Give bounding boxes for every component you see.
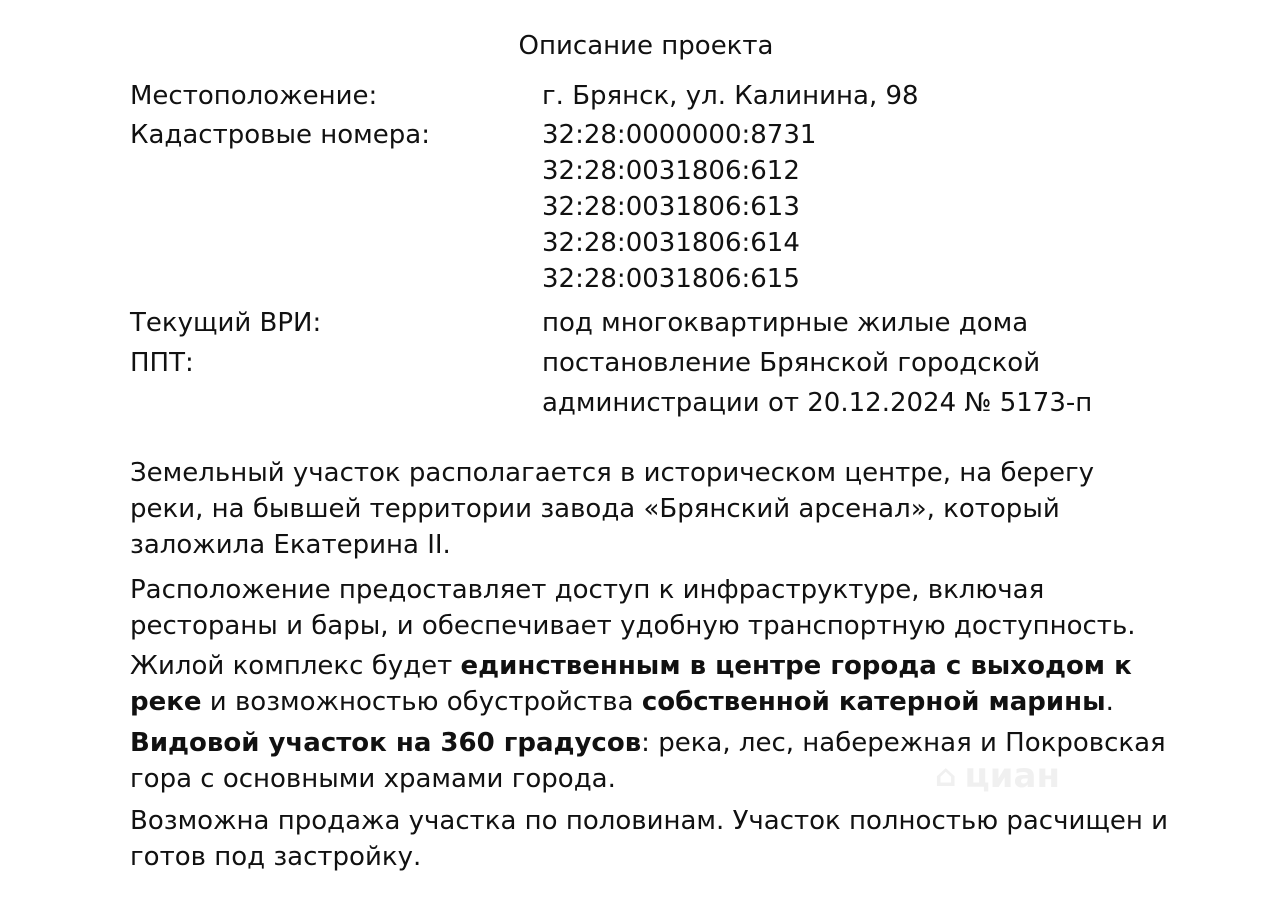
- cadastral-number: 32:28:0031806:613: [542, 192, 800, 222]
- document-title: Описание проекта: [518, 31, 774, 61]
- bold-text-span: единственным в центре города с выходом к реке: [130, 651, 1132, 717]
- vri-value: под многоквартирные жилые дома: [542, 308, 1029, 338]
- text-span: и возможностью обустройства: [201, 687, 642, 717]
- bold-text-span: собственной катерной марины: [641, 687, 1106, 717]
- cian-logo-icon: ⌂: [935, 758, 957, 794]
- ppt-value-line: постановление Брянской городской: [542, 348, 1041, 378]
- text-span: Жилой комплекс будет: [130, 651, 461, 681]
- vri-label: Текущий ВРИ:: [130, 308, 322, 338]
- text-span: : река, лес, набережная и Покровская гора с основными храмами города.: [130, 728, 1166, 794]
- text-span: .: [1105, 687, 1114, 717]
- watermark-text: циан: [964, 756, 1060, 796]
- paragraph-location-history: Земельный участок располагается в историческом центре, на берегу реки, на бывшей территории завода «Брянский арсенал», который заложила Екатерина II.: [130, 458, 1095, 560]
- cadastral-number: 32:28:0031806:612: [542, 156, 800, 186]
- paragraph-infrastructure: Расположение предоставляет доступ к инфраструктуре, включая рестораны и бары, и обеспечивает удобную транспортную доступность.: [130, 575, 1136, 641]
- paragraph-river-access: [130, 648, 1170, 720]
- location-label: Местоположение:: [130, 81, 378, 111]
- cadastral-number: 32:28:0031806:615: [542, 264, 800, 294]
- watermark: [935, 756, 1060, 796]
- cadastral-label: Кадастровые номера:: [130, 120, 430, 150]
- ppt-label: ППТ:: [130, 348, 194, 378]
- ppt-value-line: администрации от 20.12.2024 № 5173-п: [542, 388, 1093, 418]
- bold-text-span: Видовой участок на 360 градусов: [130, 728, 642, 758]
- cadastral-number: 32:28:0000000:8731: [542, 120, 817, 150]
- cadastral-number: 32:28:0031806:614: [542, 228, 800, 258]
- location-value: г. Брянск, ул. Калинина, 98: [542, 81, 919, 111]
- paragraph-sale-terms: Возможна продажа участка по половинам. Участок полностью расчищен и готов под застройку.: [130, 806, 1169, 872]
